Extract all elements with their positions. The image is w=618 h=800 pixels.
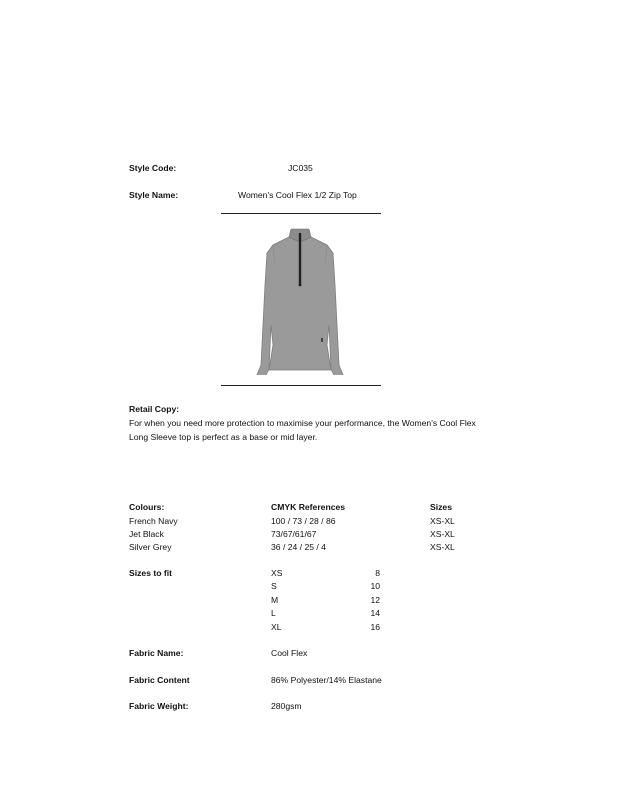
style-code-value: JC035 — [288, 163, 313, 173]
colour-cmyk: 100 / 73 / 28 / 86 — [271, 516, 336, 526]
colour-cmyk: 36 / 24 / 25 / 4 — [271, 542, 326, 552]
fabric-name-label: Fabric Name: — [129, 648, 184, 658]
colour-name: Jet Black — [129, 529, 164, 539]
size-fit: 10 — [370, 581, 380, 591]
fabric-name-value: Cool Flex — [271, 648, 308, 658]
product-image — [235, 225, 365, 375]
size-code: L — [271, 608, 276, 618]
bottom-divider — [221, 385, 381, 386]
colour-sizes: XS-XL — [430, 542, 455, 552]
size-code: S — [271, 581, 277, 591]
size-code: XL — [271, 622, 282, 632]
fabric-weight-value: 280gsm — [271, 701, 302, 711]
colours-header: Colours: — [129, 502, 165, 512]
size-fit: 8 — [375, 568, 380, 578]
sizes-header: Sizes — [430, 502, 452, 512]
size-fit: 16 — [370, 622, 380, 632]
fabric-content-label: Fabric Content — [129, 675, 190, 685]
half-zip-long-sleeve-top-icon — [257, 229, 343, 375]
size-fit: 12 — [370, 595, 380, 605]
fabric-weight-label: Fabric Weight: — [129, 701, 189, 711]
sizes-to-fit-label: Sizes to fit — [129, 568, 172, 578]
top-divider — [221, 213, 381, 214]
retail-copy-text: For when you need more protection to maximise your performance, the Women's Cool Flex Long Sleeve top is perfect as a base or mid layer. — [129, 418, 476, 442]
colour-name: French Navy — [129, 516, 178, 526]
size-fit: 14 — [370, 608, 380, 618]
colour-sizes: XS-XL — [430, 529, 455, 539]
style-name-value: Women's Cool Flex 1/2 Zip Top — [238, 190, 357, 200]
size-code: M — [271, 595, 279, 605]
colour-sizes: XS-XL — [430, 516, 455, 526]
cmyk-header: CMYK References — [271, 502, 346, 512]
style-code-label: Style Code: — [129, 163, 177, 173]
fabric-content-value: 86% Polyester/14% Elastane — [271, 675, 382, 685]
style-name-label: Style Name: — [129, 190, 179, 200]
colour-name: Silver Grey — [129, 542, 172, 552]
colour-cmyk: 73/67/61/67 — [271, 529, 317, 539]
retail-copy-label: Retail Copy: — [129, 404, 180, 414]
size-code: XS — [271, 568, 283, 578]
